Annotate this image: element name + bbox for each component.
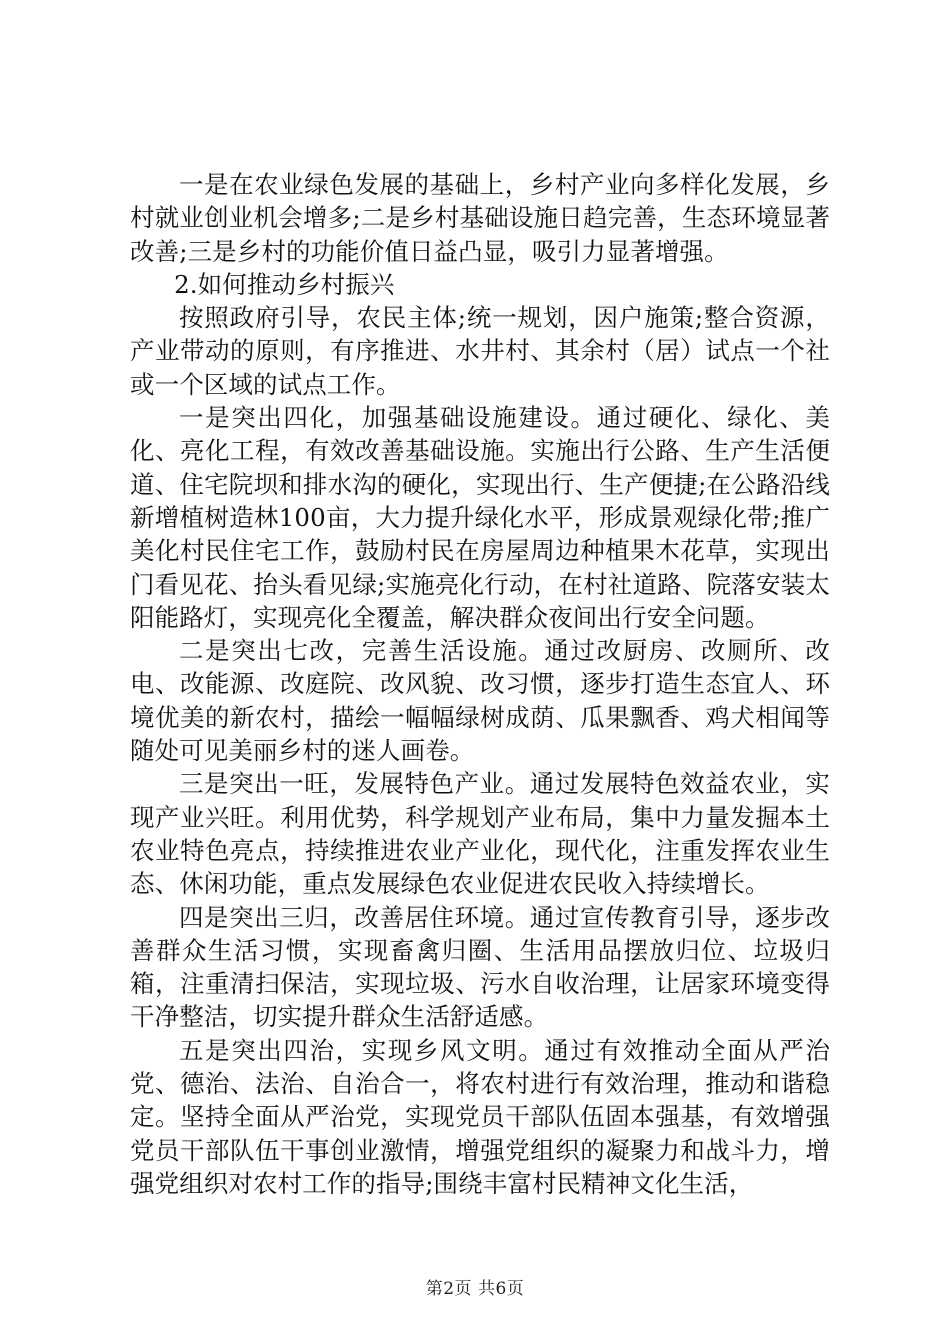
paragraph-governance: 五是突出四治，实现乡风文明。通过有效推动全面从严治党、德治、法治、自治合一，将农村进行有效治理，推动和谐稳定。坚持全面从严治党，实现党员干部队伍固本强基，有效增强党员干部队伍干事创业激情，增强党组织的凝聚力和战斗力，增强党组织对农村工作的指导;围绕丰富村民精神文化生活， — [130, 1035, 830, 1198]
document-body — [130, 168, 830, 1200]
paragraph-infrastructure: 一是突出四化，加强基础设施建设。通过硬化、绿化、美化、亮化工程，有效改善基础设施。实施出行公路、生产生活便道、住宅院坝和排水沟的硬化，实现出行、生产便捷;在公路沿线新增植树造林100亩，大力提升绿化水平，形成景观绿化带;推广美化村民住宅工作，鼓励村民在房屋周边种植果木花草，实现出门看见花、抬头看见绿;实施亮化行动，在村社道路、院落安装太阳能路灯，实现亮化全覆盖，解决群众夜间出行安全问题。 — [130, 403, 830, 632]
section-heading: 2.如何推动乡村振兴 — [174, 269, 395, 299]
paragraph-living-facilities: 二是突出七改，完善生活设施。通过改厨房、改厕所、改电、改能源、改庭院、改风貌、改习惯，逐步打造生态宜人、环境优美的新农村，描绘一幅幅绿树成荫、瓜果飘香、鸡犬相闻等随处可见美丽乡村的迷人画卷。 — [130, 636, 830, 766]
paragraph-industry: 三是突出一旺，发展特色产业。通过发展特色效益农业，实现产业兴旺。利用优势，科学规划产业布局，集中力量发掘本土农业特色亮点，持续推进农业产业化，现代化，注重发挥农业生态、休闲功能，重点发展绿色农业促进农民收入持续增长。 — [130, 769, 830, 899]
page-footer: 第2页 共6页 — [425, 1279, 525, 1299]
paragraph-summary: 一是在农业绿色发展的基础上，乡村产业向多样化发展，乡村就业创业机会增多;二是乡村基础设施日趋完善，生态环境显著改善;三是乡村的功能价值日益凸显，吸引力显著增强。 — [130, 170, 830, 266]
paragraph-principles: 按照政府引导，农民主体;统一规划，因户施策;整合资源，产业带动的原则，有序推进、水井村、其余村（居）试点一个社或一个区域的试点工作。 — [130, 303, 830, 399]
paragraph-environment: 四是突出三归，改善居住环境。通过宣传教育引导，逐步改善群众生活习惯，实现畜禽归圈、生活用品摆放归位、垃圾归箱，注重清扫保洁，实现垃圾、污水自收治理，让居家环境变得干净整洁，切实提升群众生活舒适感。 — [130, 902, 830, 1032]
